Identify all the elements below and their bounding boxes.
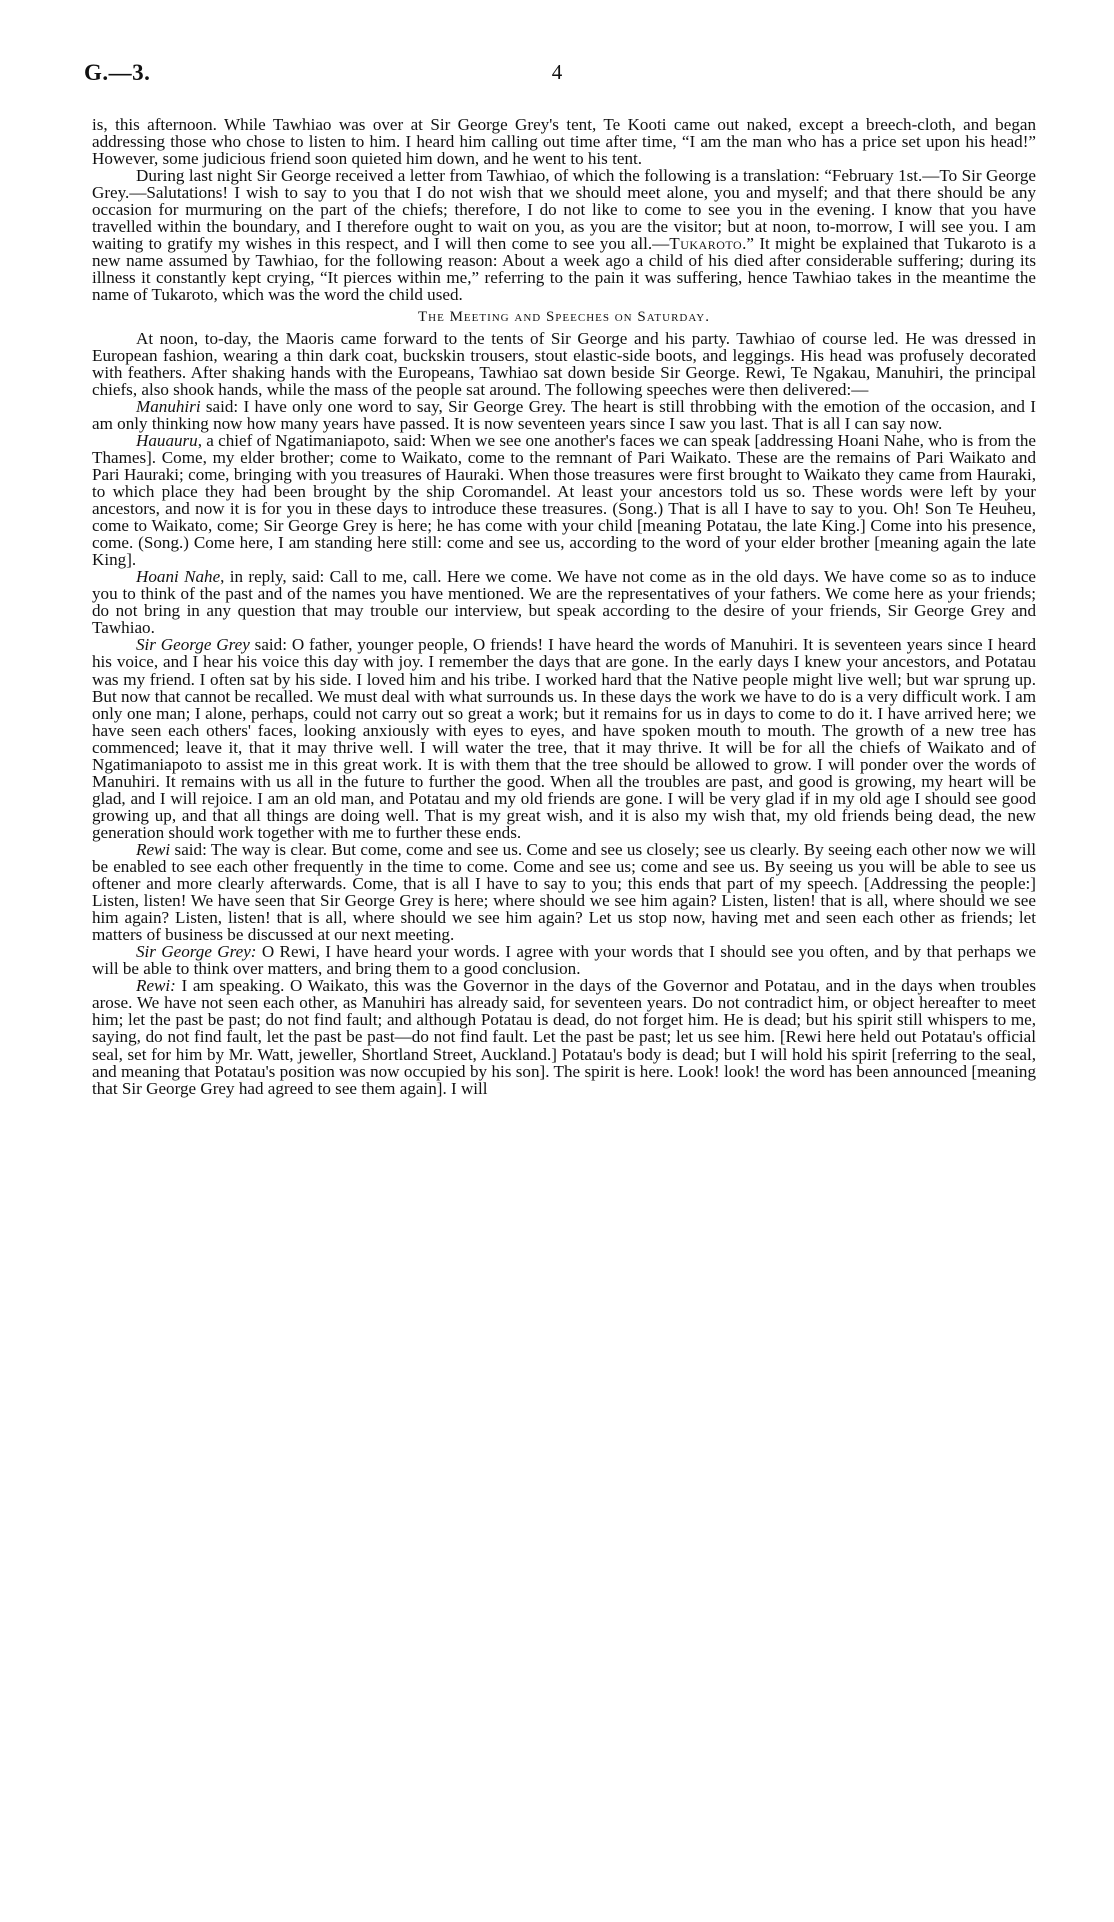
speaker-name: Hauauru <box>136 430 198 450</box>
paragraph-meeting: At noon, to-day, the Maoris came forward to the tents of Sir George and his party. Tawhiao of course led. He was dressed in European fashion, wearing a thin dark coat, buckskin trousers, stout elastic-side boots, and leggings. His head was profusely decorated with feathers. After shaking hands with the Europeans, Tawhiao sat down beside Sir George. Rewi, Te Ngakau, Manuhiri, the principal chiefs, also shook hands, while the mass of the people sat around. The following speeches were then delivered:— <box>92 328 1036 399</box>
page-number: 4 <box>551 60 563 84</box>
speaker-name: Rewi <box>136 839 171 859</box>
letter-signature: Tukaroto <box>669 234 743 254</box>
speaker-name: Sir George Grey: <box>136 942 257 962</box>
section-heading: The Meeting and Speeches on Saturday. <box>418 308 710 325</box>
speech-paragraph <box>92 568 1036 636</box>
speech-text: I am speaking. O Waikato, this was the Governor in the days of the Governor and Potatau, and in the days when troubles arose. We have not seen each other, as Manuhiri has already said, for seventeen years. Do not contradict him, or object hereafter to meet him; let the past be past; do not find fault; and although Potatau is dead, do not forget him. He is dead; but his spirit still whispers to me, saying, do not find fault, let the past be past—do not find fault. Let the past be past; let us see him. [Rewi here held out Potatau's official seal, set for him by Mr. Watt, jeweller, Shortland Street, Auckland.] Potatau's body is dead; but I will hold his spirit [referring to the seal, and meaning that Potatau's position was now occupied by his son]. The spirit is here. Look! look! the word has been announced [meaning that Sir George Grey had agreed to see them again]. I will <box>92 976 1036 1098</box>
speech-text: said: I have only one word to say, Sir George Grey. The heart is still throbbing with the emotion of the occasion, and I am only thinking now how many years have passed. It is now seventeen years since I saw you last. That is all I can say now. <box>92 396 1036 433</box>
speech-paragraph <box>92 398 1036 432</box>
page-header <box>84 60 1030 90</box>
speaker-name: Manuhiri <box>136 396 201 416</box>
document-reference: G.—3. <box>84 60 151 85</box>
paragraph-tawhiao-letter <box>92 167 1036 303</box>
body-text <box>92 116 1036 1097</box>
speech-text: , a chief of Ngatimaniapoto, said: When we see one another's faces we can speak [addressing Hoani Nahe, who is from the Thames]. Come, my elder brother; come to Waikato, come to the remnant of Pari Waikato. These are the remains of Pari Waikato and Pari Hauraki; come, bringing with you treasures of Hauraki. When those treasures were first brought to Waikato they came from Hauraki, to which place they had been brought by the ship Coromandel. At least your ancestors told us so. These words were left by your ancestors, and now it is for you in these days to introduce these treasures. (Song.) That is all I have to say to you. Oh! Son Te Heuheu, come to Waikato, come; Sir George Grey is here; he has come with your child [meaning Potatau, the late King.] Come into his presence, come. (Song.) Come here, I am standing here still: come and see us, according to the word of your elder brother [meaning again the late King]. <box>92 430 1036 570</box>
letter-explanation: .” It might be explained that Tukaroto is a new name assumed by Tawhiao, for the following reason: About a week ago a child of his died after considerable suffering; during its illness it constantly kept crying, “It pierces within me,” referring to the pain it was suffering, hence Tawhiao takes in the meantime the name of Tukaroto, which was the word the child used. <box>92 234 1036 305</box>
speech-text: said: The way is clear. But come, come and see us. Come and see us closely; see us clearly. By seeing each other now we will be enabled to see each other frequently in the time to come. Come and see us; come and see us. By seeing us you will be able to see us oftener and more clearly afterwards. Come, that is all I have to say to you; this ends that part of my speech. [Addressing the people:] Listen, listen! We have seen that Sir George Grey is here; where should we see him again? Listen, listen! that is all, where should we see him again? Listen, listen! that is all, where should we see him again? Let us stop now, having met and seen each other as friends; let matters of business be discussed at our next meeting. <box>92 839 1036 945</box>
speech-paragraph <box>92 841 1036 943</box>
speaker-name: Rewi: <box>136 976 176 996</box>
speaker-name: Hoani Nahe <box>136 567 221 587</box>
speaker-name: Sir George Grey <box>136 635 250 655</box>
speech-text: said: O father, younger people, O friends! I have heard the words of Manuhiri. It is seventeen years since I heard his voice, and I hear his voice this day with joy. I remember the days that are gone. In the early days I knew your ancestors, and Potatau was my friend. I often sat by his side. I loved him and his tribe. I worked hard that the Native people might live well; but war sprung up. But now that cannot be recalled. We must deal with what surrounds us. In these days the work we have to do is a very difficult work. I am only one man; I alone, perhaps, could not carry out so great a work; but it remains for us in days to come to do it. I have arrived here; we have seen each others' faces, looking anxiously with eyes to eyes, and have spoken mouth to mouth. The growth of a new tree has commenced; leave it, that it may thrive well. I will water the tree, that it may thrive. It will be for all the chiefs of Waikato and of Ngatimaniapoto to assist me in this great work. It is with them that the tree should be allowed to grow. I will ponder over the words of Manuhiri. It remains with us all in the future to further the good. When all the troubles are past, and good is growing, my heart will be glad, and I will rejoice. I am an old man, and Potatau and my old friends are gone. I will be very glad if in my old age I should see good growing up, and that all things are doing well. That is my great wish, and it is also my wish that, my old friends being dead, the new generation should work together with me to further these ends. <box>92 635 1036 842</box>
speech-paragraph <box>92 636 1036 841</box>
speech-paragraph <box>92 943 1036 977</box>
paragraph-continuation: is, this afternoon. While Tawhiao was over at Sir George Grey's tent, Te Kooti came out naked, except a breech-cloth, and began addressing those who chose to listen to him. I heard him calling out time after time, “I am the man who has a price set upon his head!” However, some judicious friend soon quieted him down, and he went to his tent. <box>92 115 1036 169</box>
letter-text: During last night Sir George received a letter from Tawhiao, of which the following is a translation: “February 1st.—To Sir George Grey.—Salutations! I wish to say to you that I do not wish that we should meet alone, you and myself; and that there should be any occasion for murmuring on the part of the chiefs; therefore, I do not like to come to see you in the evening. I know that you have travelled within the boundary, and I therefore ought to wait on you, as you are the visitor; but at noon, to-morrow, I will see you. I am waiting to gratify my wishes in this respect, and I will then come to see you all.— <box>92 166 1036 254</box>
speech-text: , in reply, said: Call to me, call. Here we come. We have not come as in the old days. We have come so as to induce you to think of the past and of the names you have mentioned. We are the representatives of your fathers. We come here as your friends; do not bring in any question that may trouble our interview, but speak according to the desire of your friends, Sir George Grey and Tawhiao. <box>92 567 1036 638</box>
speech-paragraph <box>92 977 1036 1096</box>
speech-paragraph <box>92 432 1036 568</box>
speech-text: O Rewi, I have heard your words. I agree with your words that I should see you often, and by that perhaps we will be able to think over matters, and bring them to a good conclusion. <box>92 942 1036 979</box>
